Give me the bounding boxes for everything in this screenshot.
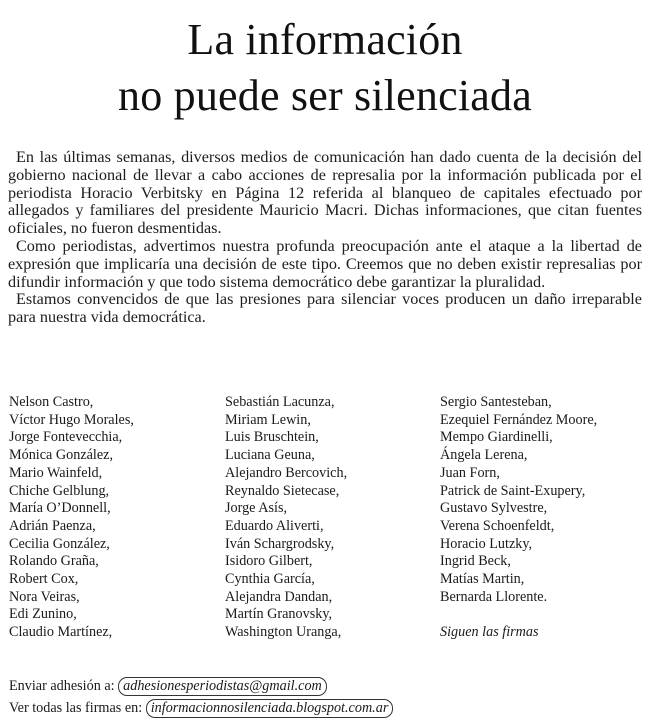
headline-line-1: La información	[187, 15, 463, 64]
signer-name: Iván Schargrodsky,	[225, 535, 335, 552]
paragraph: Estamos convencidos de que las presiones para silenciar voces producen un daño irreparable para nuestra vida democrática.	[8, 290, 642, 327]
statement-body	[8, 149, 642, 327]
signer-name: Isidoro Gilbert,	[225, 553, 313, 570]
signer-name: Sebastián Lacunza,	[225, 394, 335, 410]
signer-name: Ezequiel Fernández Moore,	[440, 411, 598, 428]
signer-name: Ingrid Beck,	[440, 553, 511, 570]
signer-name: Robert Cox,	[9, 571, 79, 588]
signer-name: Adrián Paenza,	[9, 517, 96, 534]
firmas-label: Ver todas las firmas en:	[9, 700, 143, 716]
signer-name: Cecilia González,	[9, 535, 110, 552]
signer-name: Matías Martin,	[440, 571, 525, 588]
adhesion-label: Enviar adhesión a:	[9, 678, 115, 694]
signers-column-1	[9, 394, 134, 642]
signer-name: Jorge Asís,	[225, 500, 288, 517]
signer-name: Eduardo Aliverti,	[225, 517, 324, 534]
signer-name: Sergio Santesteban,	[440, 394, 552, 410]
signer-name: María O’Donnell,	[9, 500, 111, 517]
adhesion-line	[9, 676, 327, 696]
signer-name: Ángela Lerena,	[440, 447, 528, 464]
spacer	[440, 606, 597, 624]
signer-name: Alejandra Dandan,	[225, 588, 333, 605]
signer-name: Rolando Graña,	[9, 553, 99, 570]
signer-name: Horacio Lutzky,	[440, 535, 533, 552]
headline-line-2: no puede ser silenciada	[118, 71, 532, 120]
adhesion-email[interactable]: adhesionesperiodistas@gmail.com	[118, 677, 327, 696]
signer-name: Nelson Castro,	[9, 394, 94, 410]
signer-name: Verena Schoenfeldt,	[440, 517, 555, 534]
signer-name: Claudio Martínez,	[9, 624, 113, 641]
signer-name: Jorge Fontevecchia,	[9, 429, 123, 446]
signer-name: Cynthia García,	[225, 571, 315, 588]
signer-name: Víctor Hugo Morales,	[9, 411, 134, 428]
more-signatures-note: Siguen las firmas	[440, 624, 539, 641]
paragraph: Como periodistas, advertimos nuestra profunda preocupación ante el ataque a la libertad de expresión que implicaría una decisión de este tipo. Creemos que no deben existir represalias por difundir información y que todo sistema democrático debe garantizar la pluralidad.	[8, 236, 642, 291]
signer-name: Mario Wainfeld,	[9, 464, 103, 481]
signer-name: Martín Granovsky,	[225, 606, 333, 623]
signer-name: Luis Bruschtein,	[225, 429, 319, 446]
signers-column-2	[225, 394, 347, 642]
paragraph: En las últimas semanas, diversos medios de comunicación han dado cuenta de la decisión del gobierno nacional de llevar a cabo acciones de represalia por la información publicada por el periodista Horacio Verbitsky en Página 12 referida al blanqueo de capitales efectuado por allegados y familiares del presidente Mauricio Macri. Dichas informaciones, que citan fuentes oficiales, no fueron desmentidas.	[8, 148, 642, 238]
signers-column-3	[440, 394, 597, 642]
signer-name: Edi Zunino,	[9, 606, 77, 623]
signer-name: Miriam Lewin,	[225, 411, 311, 428]
firmas-url-link[interactable]: informacionnosilenciada.blogspot.com.ar	[146, 699, 394, 718]
signer-name: Alejandro Bercovich,	[225, 464, 348, 481]
signer-name: Mempo Giardinelli,	[440, 429, 553, 446]
signer-name: Luciana Geuna,	[225, 447, 315, 464]
signer-name: Chiche Gelblung,	[9, 482, 110, 499]
signer-name: Gustavo Sylvestre,	[440, 500, 548, 517]
signer-name: Washington Uranga,	[225, 624, 342, 641]
signer-name: Patrick de Saint-Exupery,	[440, 482, 586, 499]
signer-name: Nora Veiras,	[9, 588, 80, 605]
signer-name: Reynaldo Sietecase,	[225, 482, 340, 499]
signer-name: Juan Forn,	[440, 464, 500, 481]
headline	[0, 12, 650, 124]
firmas-line	[9, 698, 393, 718]
signer-name: Bernarda Llorente.	[440, 588, 548, 605]
signer-name: Mónica González,	[9, 447, 113, 464]
